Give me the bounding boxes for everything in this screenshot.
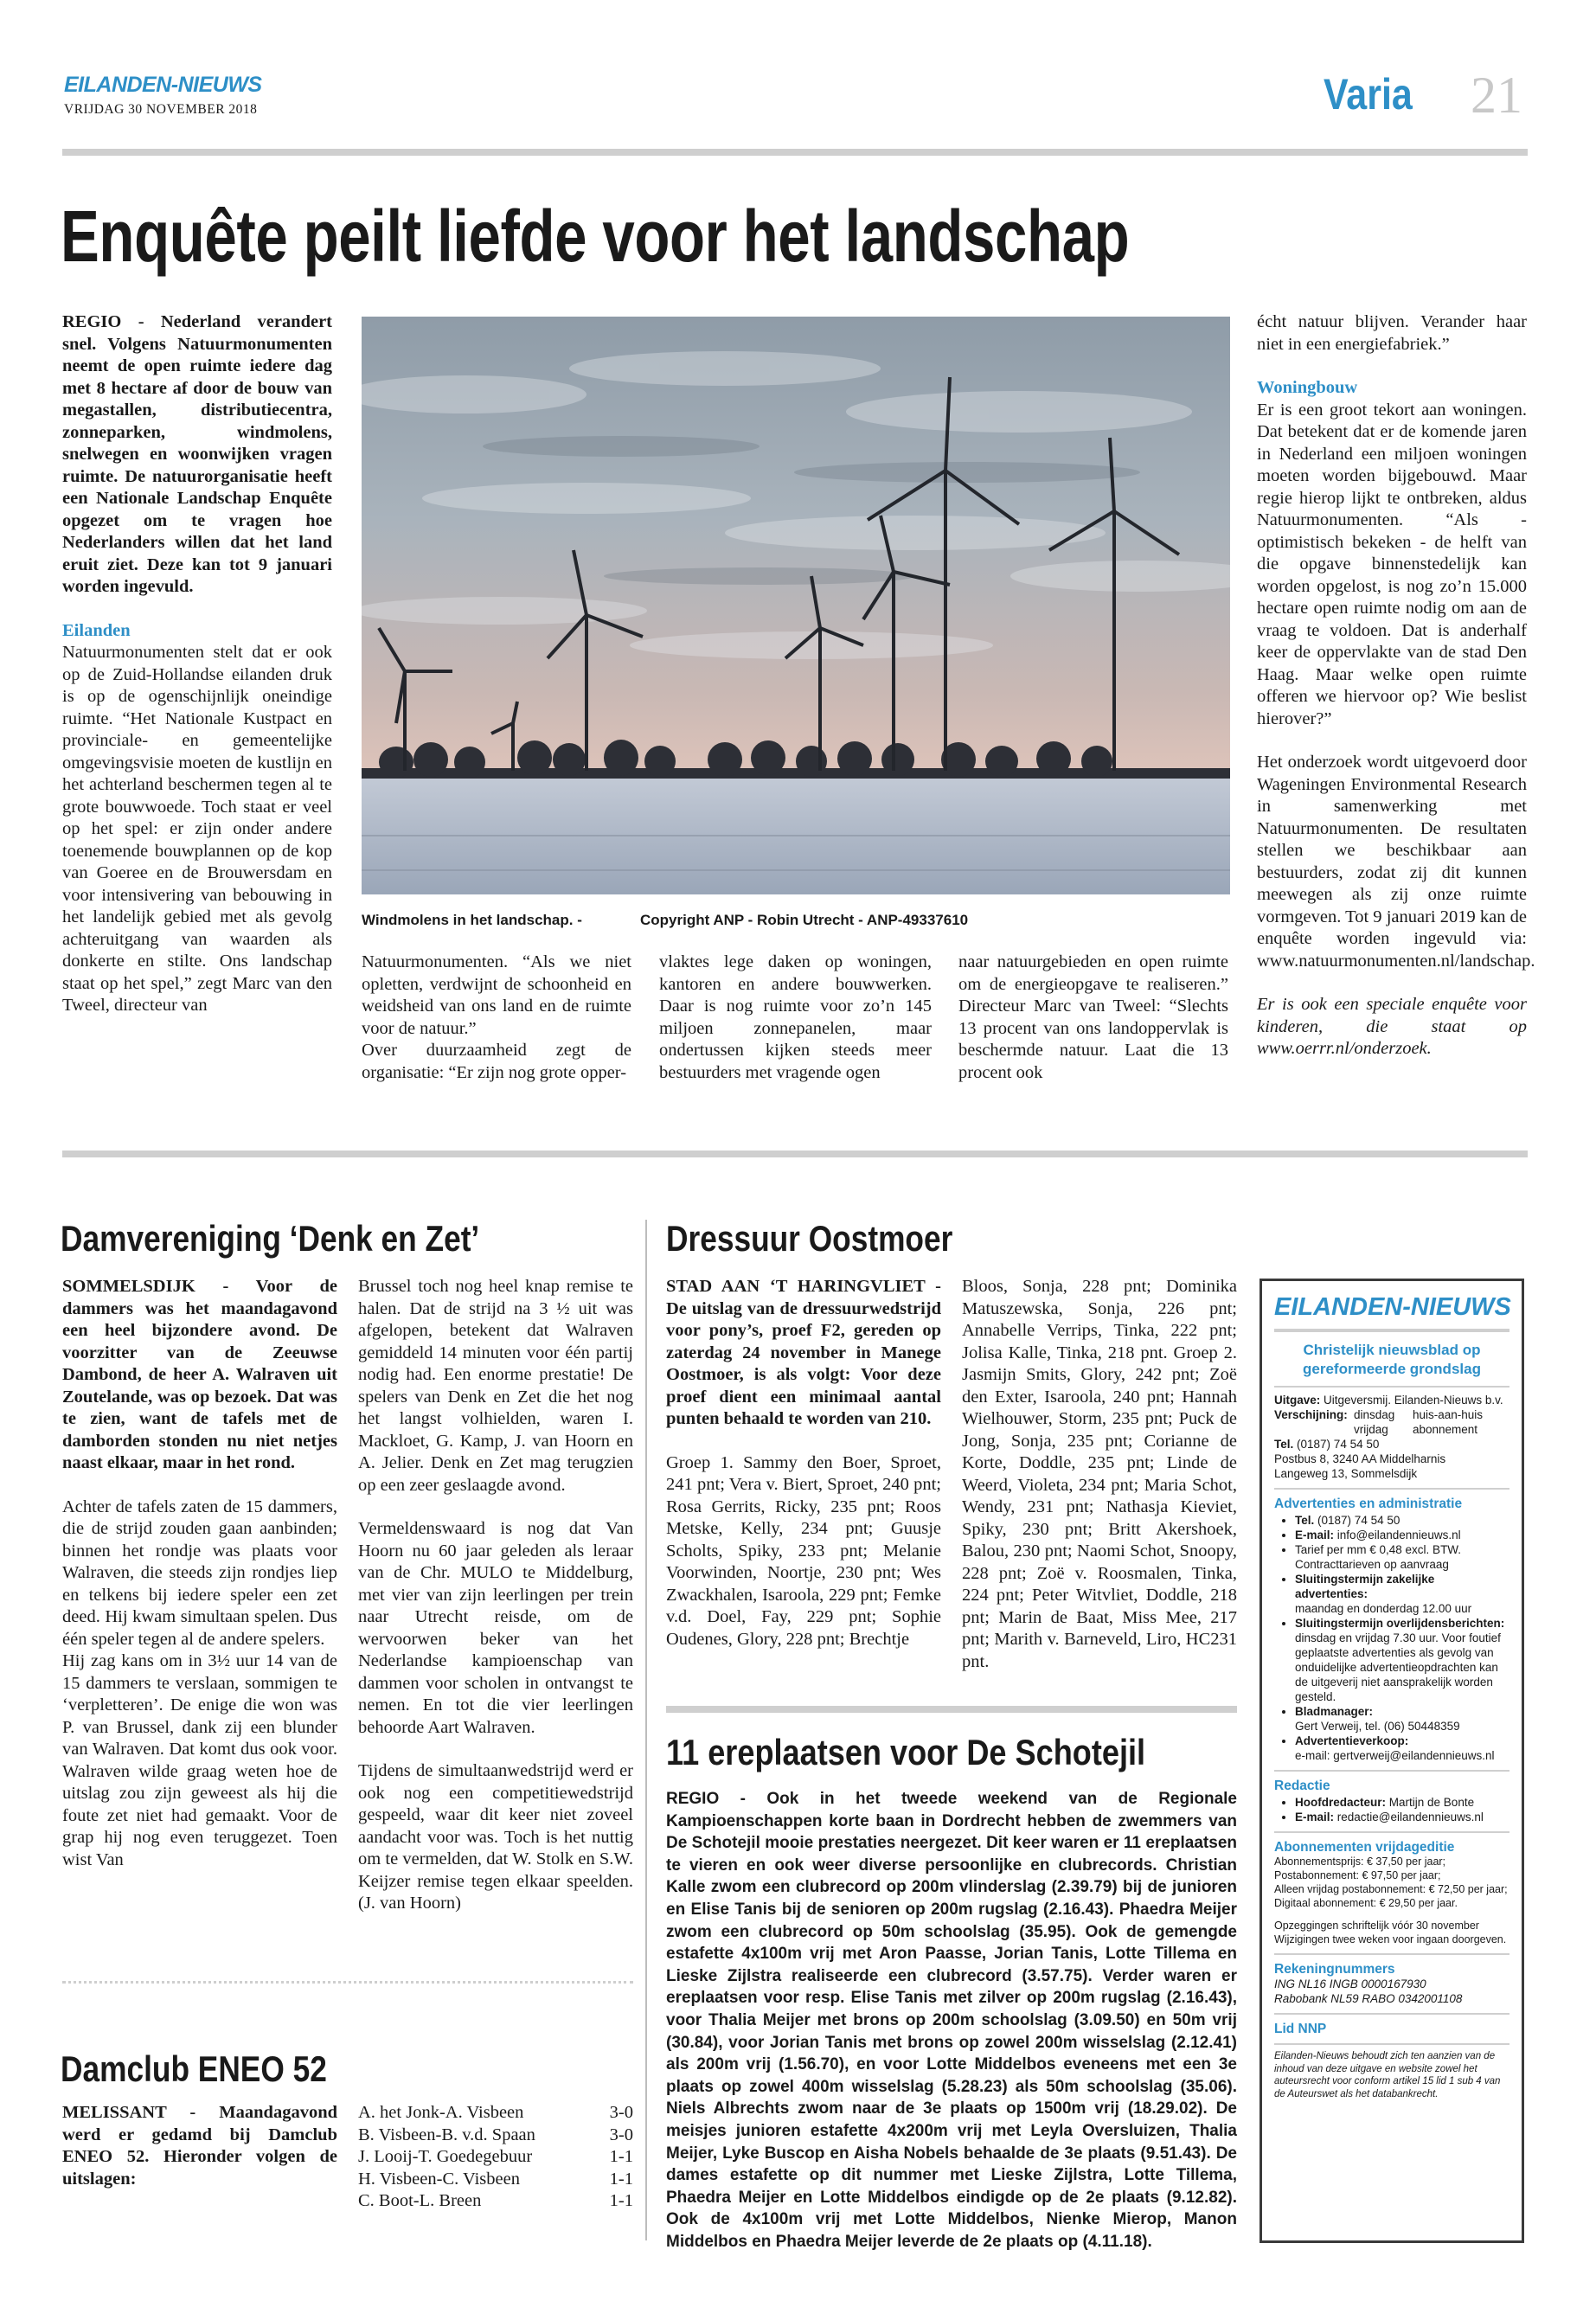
subhead-eilanden: Eilanden [62,620,131,640]
colophon-tagline: Christelijk nieuwsblad op gereformeerde grondslag [1303,1342,1481,1377]
section-name: Varia [1324,70,1413,119]
eneo-intro: MELISSANT - Maandagavond werd er gedamd bij Damclub ENEO 52. Hieronder volgen de uitslagen: [62,2103,337,2189]
dam-c1-p2: Hij zag kans om in 3½ uur 14 van de 15 dammers te verslaan, sommigen te ‘verpletteren’. De enige die won was P. van Brussel, dank zij een blunder van Walraven. Dat komt dus ook voor. Walraven wilde graag weten hoe de uitslag zou zijn geweest als hij die foute zet niet had gemaakt. Voor de grap hij nog even teruggezet. Toen wist Van [62,1651,337,1869]
windmills-illustration [362,317,1230,894]
result-score: 3-0 [609,2103,633,2122]
lead-col2-p2: Over duurzaamheid zegt de organisatie: “Er zijn nog grote opper- [362,1041,631,1082]
dressuur-headline: Dressuur Oostmoer [666,1218,953,1259]
dam-headline: Damvereniging ‘Denk en Zet’ [61,1218,480,1259]
colophon-rule [1274,1953,1509,1955]
ads-heading: Advertenties en administratie [1274,1497,1463,1511]
colophon-rule [1274,2013,1509,2015]
result-score: 1-1 [609,2191,633,2210]
subs-price: Abonnementsprijs: € 37,50 per jaar; [1274,1856,1446,1868]
nnp-heading: Lid NNP [1274,2022,1327,2036]
colophon-box [1259,1279,1524,2243]
lead-col5-p3: Het onderzoek wordt uitgevoerd door Wageningen Environmental Research in samenwerking met Natuurmonumenten. De resultaten stellen we beschikbaar aan bestuurders, zodat zij dit kunnen meewegen als zij onze ruimte vormgeven. Tot 9 januari 2019 kan de enquête worden ingevuld via: www.natuurmonumenten.nl/landschap. [1257,753,1535,971]
subs-cancel: Opzeggingen schriftelijk vóór 30 november [1274,1920,1479,1932]
accounts-heading: Rekeningnummers [1274,1962,1395,1977]
lead-col2-p1: Natuurmonumenten. “Als we niet opletten, verdwijnt de schoonheid en weidsheid van ons land en de ruimte voor de natuur.” [362,952,631,1038]
subs-digital: Digitaal abonnement: € 29,50 per jaar. [1274,1897,1458,1909]
eneo-headline: Damclub ENEO 52 [61,2048,327,2089]
lead-column-5 [1257,311,1535,1061]
lead-headline: Enquête peilt liefde voor het landschap [61,195,1130,277]
subs-post: Postabonnement: € 97,50 per jaar; [1274,1869,1441,1881]
editorial-email[interactable]: • E-mail: redactie@eilandennieuws.nl [1295,1810,1509,1824]
dressuur-column-1 [666,1276,941,1650]
result-score: 3-0 [609,2125,633,2144]
dam-intro: SOMMELSDIJK - Voor de dammers was het maandagavond een heel bijzondere avond. De voorzitter van de Zeeuwse Dambond, de heer A. Walraven uit Zoutelande, was op bezoek. Dat was te zien, want de tafels met de damborden stonden nu niet netjes naast elkaar, maar in het rond. [62,1277,337,1472]
dam-column-1 [62,1276,337,1871]
result-row [358,2125,633,2147]
header-rule [62,149,1528,156]
obituary-deadline: • Sluitingstermijn overlijdensberichten: dinsdag en vrijdag 7.30 uur. Voor foutief geplaatste advertenties als gevolg van onduidelijke advertentieopdrachten kan de uitgeverij niet aansprakelijk worden gesteld. [1295,1616,1509,1704]
colophon-logo-rule [1274,1329,1509,1332]
section-rule [62,1150,1528,1157]
colophon-rule [1274,1488,1509,1490]
lead-intro: REGIO - Nederland verandert snel. Volgens Natuurmonumenten neemt de open ruimte iedere dag met 8 hectare af door de bouw van megastallen, distributiecentra, zonneparken, windmolens, snelwegen en woonwijken vragen ruimte. De natuurorganisatie heeft een Nationale Landschap Enquête opgezet om te vragen hoe Nederlanders willen dat het land eruit ziet. Deze kan tot 9 januari worden ingevuld. [62,312,332,596]
result-score: 1-1 [609,2147,633,2166]
schotejil-body: REGIO - Ook in het tweede weekend van de Regionale Kampioenschappen korte baan in Dordrecht hebben de zwemmers van De Schotejil mooie prestaties neergezet. Dit keer waren er 11 ereplaatsen te vieren en ook weer diverse persoonlijke en clubrecords. Christian Kalle zwom een clubrecord op 200m vlinderslag (2.39.79) bij de junioren en Elise Tanis bij de senioren op 200m rugslag (2.16.43). Phaedra Meijer zwom een clubrecord op 50m schoolslag (35.95). Ook de gemengde estafette 4x100m vrij met Aron Paasse, Jorian Tanis, Lotte Tillema en Lieske Zijlstra realiseerde een clubrecord (3.57.75). Verder waren er ereplaatsen voor resp. Elise Tanis met zilver op 200m rugslag (2.16.43), voor Thalia Meijer met brons op 200m schoolslag (3.09.50) en 50m vrij (30.84), voor Jorian Tanis met brons op zowel 200m wisselslag (2.12.41) als 200m vrij (1.56.70), en voor Lotte Middelbos eveneens met een 3e plaats op zowel 400m wisselslag (5.28.23) als 50m schoolslag (35.06). Niels Albrechts zwom naar de 3e plaats op 1500m vrij (18.29.02). De meisjes junioren estafette 4x200m vrij met Leyla Oversluizen, Thalia Meijer, Lyke Buscop en Aisha Nobels behaalde de 3e plaats (9.51.43). De dames estafette op dit nummer met Lieske Zijlstra, Lotte Tillema, Phaedra Meijer en Lotte Middelbos eindigde op de 2e plaats (9.12.82). Ook de 4x100m vrij met Lotte Middelbos, Nienke Mierop, Manon Middelbos en Phaedra Meijer leverde de 2e plaats op (4.11.18). [666,1790,1237,2251]
colophon-rule [1274,1386,1509,1388]
subhead-woningbouw: Woningbouw [1257,378,1358,397]
result-match: A. het Jonk-A. Visbeen [358,2103,524,2122]
ads-tel: • Tel. (0187) 74 54 50 [1295,1513,1509,1528]
ad-sales[interactable]: • Advertentieverkoop: e-mail: gertverweij@eilandennieuws.nl [1295,1734,1509,1763]
colophon-rule [1274,1831,1509,1833]
colophon-rule [1274,2043,1509,2045]
colophon-logo: EILANDEN-NIEUWS [1274,1293,1511,1321]
subs-changes: Wijzigingen twee weken voor ingaan doorgeven. [1274,1933,1507,1945]
publisher-line: Uitgave: Uitgeversmij. Eilanden-Nieuws b.v. [1274,1394,1503,1407]
appearance-line: Verschijning: dinsdag huis-aan-huis [1274,1408,1484,1421]
dam-c1-p1: Achter de tafels zaten de 15 dammers, die de strijd zouden gaan aanbinden; binnen het rondje was plaats voor Walraven, die steeds zijn rondjes liep en telkens bij iedere speler een zet deed. Hij kwam simultaan spelen. Dus één speler tegen al de andere spelers. [62,1497,337,1649]
page-number: 21 [1471,67,1522,124]
lead-column-2 [362,952,631,1084]
editorial-heading: Redactie [1274,1779,1330,1793]
subscriptions-heading: Abonnementen vrijdageditie [1274,1840,1455,1855]
dressuur-column-2 [962,1276,1237,1673]
account-rabobank: Rabobank NL59 RABO 0342001108 [1274,1992,1463,2005]
result-match: C. Boot-L. Breen [358,2191,482,2210]
photo-credit: Copyright ANP - Robin Utrecht - ANP-49337610 [640,912,969,928]
photo-caption: Windmolens in het landschap. - [362,912,582,928]
result-row [358,2190,633,2213]
ads-rate: • Tarief per mm € 0,48 excl. BTW. Contracttarieven op aanvraag [1295,1542,1509,1572]
lead-column-1 [62,311,332,1017]
account-ing: ING NL16 INGB 0000167930 [1274,1977,1426,1990]
schotejil-top-rule [666,1706,1237,1713]
result-match: J. Looij-T. Goedegebuur [358,2147,533,2166]
lead-col4: naar natuurgebieden en open ruimte om de energieopgave te realiseren.” Directeur Marc van Tweel: “Slechts 13 procent van ons landoppervlak is beschermde natuur. Laat die 13 procent ook [958,952,1228,1082]
subs-friday-post: Alleen vrijdag postabonnement: € 72,50 per jaar; [1274,1883,1508,1895]
dam-c2-p1: Brussel toch nog heel knap remise te halen. Dat de strijd na 3 ½ uit was afgelopen, betekent dat Walraven gemiddeld 14 minuten voor één partij nodig had. Een enorme prestatie! De spelers van Denk en Zet die het nog het langst volhielden, waren I. Mackloet, G. Kamp, J. van Hoorn en A. Jelier. Denk en Zet mag terugzien op een zeer geslaagde avond. [358,1277,633,1495]
dam-c2-p2: Vermeldenswaard is nog dat Van Hoorn nu 60 jaar geleden als leraar van de Chr. MULO te Middelburg, met vier van zijn leerlingen per trein naar Utrecht reisde, om de wervoorwen beker van het Nederlandse kampioenschap van dammen voor scholen in ontvangst te nemen. En tot die vier leerlingen behoorde Aart Walraven. [358,1519,633,1737]
result-score: 1-1 [609,2169,633,2189]
tel-line: Tel. (0187) 74 54 50 [1274,1438,1380,1451]
lead-col5-p1: écht natuur blijven. Verander haar niet in een energiefabriek.” [1257,312,1527,354]
result-row [358,2146,633,2169]
ads-email[interactable]: • E-mail: info@eilandennieuws.nl [1295,1528,1509,1542]
result-row [358,2169,633,2191]
lead-col1-body: Natuurmonumenten stelt dat er ook op de Zuid-Hollandse eilanden druk is op de ogenschijnlijk oneindige ruimte. “Het Nationale Kustpact en provinciale- en gemeentelijke omgevingsvisie moeten de kustlijn en het achterland beschermen tegen al te grote bouwwoede. Toch staat er veel op het spel: er zijn onder andere toenemende bouwplannen op de kop van Goeree en de Brouwersdam en voor intensivering van bebouwing in het landelijk gebied met als gevolg achteruitgang van waarden als donkerte en stilte. Ons landschap staat op het spel,” zegt Marc van den Tweel, directeur van [62,643,332,1015]
windmills-photo [362,317,1230,894]
dressuur-intro: STAD AAN ‘T HARINGVLIET - De uitslag van de dressuurwedstrijd voor pony’s, proef F2, gereden op zaterdag 24 november in Manege Oostmoer, is als volgt: Voor deze proef dient een minimaal aantal punten behaald te worden van 210. [666,1277,941,1428]
colophon-rule [1274,1770,1509,1772]
lead-col5-note: Er is ook een speciale enquête voor kinderen, die staat op www.oerrr.nl/onderzoek. [1257,995,1527,1058]
result-match: H. Visbeen-C. Visbeen [358,2169,520,2189]
column-divider [645,1220,647,2240]
masthead-logo: EILANDEN-NIEUWS [64,73,262,97]
editor-in-chief: • Hoofdredacteur: Martijn de Bonte [1295,1795,1509,1810]
address-line-2: Langeweg 13, Sommelsdijk [1274,1467,1418,1480]
lead-col3: vlaktes lege daken op woningen, kantoren en andere bouwwerken. Daar is nog ruimte voor zo’n 145 miljoen zonnepanelen, maar ondertussen kijken steeds meer bestuurders met vragende ogen [659,952,932,1082]
copyright-notice: Eilanden-Nieuws behoudt zich ten aanzien van de inhoud van deze uitgave en website zowel het auteursrecht voor conform artikel 15 lid 1 sub 4 van de Auteurswet als het databankrecht. [1274,2051,1501,2099]
address-line-1: Postbus 8, 3240 AA Middelharnis [1274,1452,1446,1465]
eneo-results [358,2102,633,2213]
result-match: B. Visbeen-B. v.d. Spaan [358,2125,535,2144]
result-row [358,2102,633,2125]
dam-c2-p3: Tijdens de simultaanwedstrijd werd er ook nog een competitiewedstrijd gespeeld, waar dit keer niet zoveel aandacht voor was. Toch is het nuttig om te vermelden, dat W. Stolk en S.W. Keijzer remise tegen elkaar speelden. (J. van Hoorn) [358,1761,633,1913]
schotejil-headline: 11 ereplaatsen voor De Schotejil [666,1732,1146,1772]
dressuur-c1: Groep 1. Sammy den Boer, Sproet, 241 pnt; Vera v. Biert, Sproet, 240 pnt; Rosa Gerrits, Ricky, 235 pnt; Roos Metske, Kelly, 234 pnt; Guusje Scholts, Spiky, 233 pnt; Melanie Voorwinden, Noortje, 230 pnt; Wes Zwackhalen, Isaroola, 229 pnt; Femke v.d. Doel, Fay, 229 pnt; Sophie Oudenes, Glory, 228 pnt; Brechtje [666,1452,941,1649]
issue-date: VRIJDAG 30 NOVEMBER 2018 [64,102,258,117]
lead-col5-p2: Er is een groot tekort aan woningen. Dat betekent dat er de komende jaren in Nederland een miljoen woningen moeten worden bijgebouwd. Maar regie hierop lijkt te ontbreken, aldus Natuurmonumenten. “Als - optimistisch bekeken - de helft van die opgave binnenstedelijk kan worden opgelost, is nog zo’n 15.000 hectare open ruimte nodig om aan de vraag te voldoen. Dat is anderhalf keer de oppervlakte van de stad Den Haag. Maar welke open ruimte offeren we hiervoor op? Wie beslist hierover?” [1257,400,1527,728]
ads-deadline: • Sluitingstermijn zakelijke advertenties: maandag en donderdag 12.00 uur [1295,1572,1509,1616]
dam-bottom-rule [62,1981,633,1984]
dressuur-c2: Bloos, Sonja, 228 pnt; Dominika Matuszewska, Sonja, 226 pnt; Annabelle Verrips, Tinka, 222 pnt; Jolisa Kalle, Tinka, 218 pnt. Groep 2. Jasmijn Smits, Glory, 242 pnt; Zoë den Exter, Isaroola, 240 pnt; Hannah Wielhouwer, Storm, 235 pnt; Puck de Jong, Sonja, 235 pnt; Corianne de Korte, Doddle, 235 pnt; Linde de Weerd, Violeta, 234 pnt; Maria Schot, Wendy, 231 pnt; Nathasja Kieviet, Spiky, 230 pnt; Britt Akershoek, Balou, 230 pnt; Naomi Schot, Snoopy, 228 pnt; Zoë v. Roosmalen, Tinka, 224 pnt; Peter Witvliet, Doddle, 218 pnt; Marin de Baat, Miss Mee, 217 pnt; Marith v. Barneveld, Liro, HC231 pnt. [962,1277,1237,1671]
dam-column-2 [358,1276,633,1915]
appearance-line-2: vrijdag abonnement [1354,1423,1478,1436]
lead-column-3 [659,952,932,1084]
manager: • Bladmanager: Gert Verweij, tel. (06) 50448359 [1295,1704,1509,1734]
lead-column-4 [958,952,1228,1084]
